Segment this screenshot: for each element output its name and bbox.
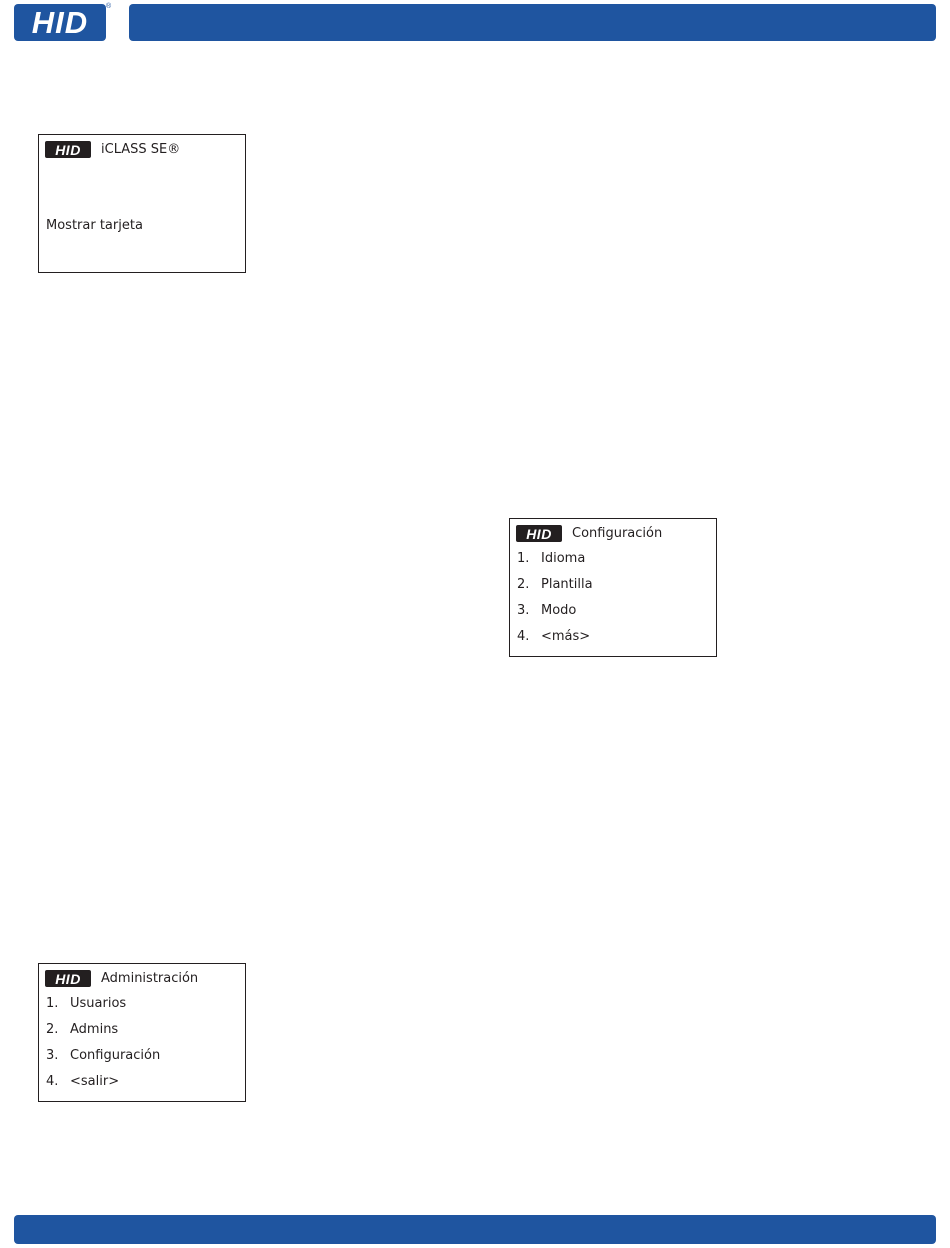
- reader-screen-home: [38, 134, 246, 273]
- reader-screen-configuracion: [509, 518, 717, 657]
- menu-item-label: Usuarios: [70, 996, 127, 1011]
- screen-title: Configuración: [572, 526, 663, 541]
- menu-list: [517, 551, 593, 655]
- menu-item: [517, 577, 593, 603]
- screen-title: Administración: [101, 971, 199, 986]
- menu-item: [517, 629, 593, 655]
- menu-item-number: 4.: [46, 1074, 59, 1089]
- menu-item-label: Idioma: [541, 551, 586, 566]
- header-bar: [129, 4, 936, 41]
- menu-item: [517, 551, 593, 577]
- hid-mini-logo: HID: [45, 141, 91, 158]
- menu-item: [517, 603, 593, 629]
- screen-message: Mostrar tarjeta: [46, 218, 143, 233]
- screen-header: [45, 970, 198, 987]
- footer-bar: [14, 1215, 936, 1244]
- menu-item-number: 2.: [517, 577, 530, 592]
- hid-mini-logo: HID: [516, 525, 562, 542]
- menu-item: [46, 1048, 160, 1074]
- hid-mini-logo: HID: [45, 970, 91, 987]
- registered-mark: ®: [106, 3, 112, 10]
- menu-item: [46, 996, 160, 1022]
- menu-item-label: Modo: [541, 603, 577, 618]
- menu-item: [46, 1022, 160, 1048]
- screen-header: [45, 141, 180, 158]
- menu-item-label: Configuración: [70, 1048, 161, 1063]
- menu-item-number: 3.: [517, 603, 530, 618]
- menu-item-number: 1.: [46, 996, 59, 1011]
- menu-item-number: 3.: [46, 1048, 59, 1063]
- screen-header: [516, 525, 662, 542]
- screen-title: iCLASS SE®: [101, 142, 181, 157]
- menu-item-label: Plantilla: [541, 577, 593, 592]
- menu-item-label: <salir>: [70, 1074, 120, 1089]
- menu-item-number: 2.: [46, 1022, 59, 1037]
- menu-item-label: <más>: [541, 629, 591, 644]
- menu-item-number: 4.: [517, 629, 530, 644]
- menu-item-number: 1.: [517, 551, 530, 566]
- hid-logo: HID: [14, 4, 106, 41]
- menu-item: [46, 1074, 160, 1100]
- reader-screen-administracion: [38, 963, 246, 1102]
- menu-item-label: Admins: [70, 1022, 119, 1037]
- menu-list: [46, 996, 160, 1100]
